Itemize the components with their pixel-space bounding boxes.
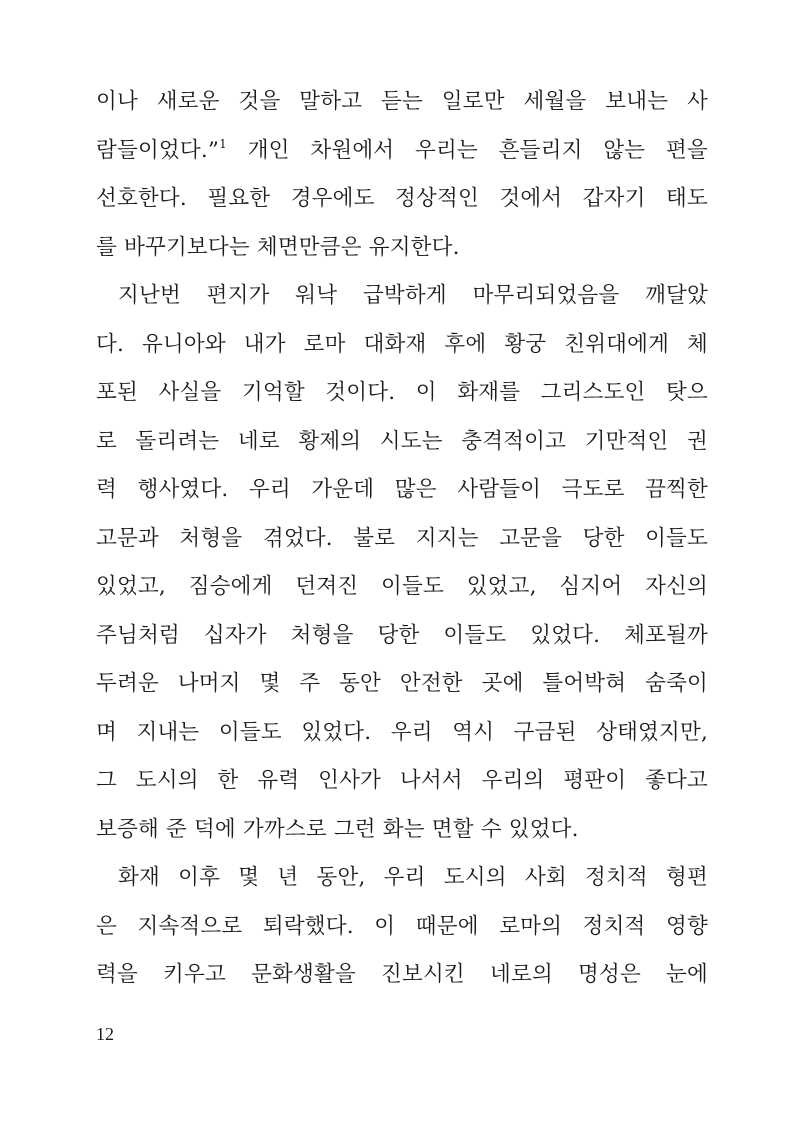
text-line-2	[96, 127, 708, 176]
text-line-6: 다. 유니아와 내가 로마 대화재 후에 황궁 친위대에게 체	[96, 331, 708, 357]
text-line-9: 력 행사였다. 우리 가운데 많은 사람들이 극도로 끔찍한	[96, 477, 708, 502]
text-line-5: 지난번 편지가 워낙 급박하게 마무리되었음을 깨달았	[118, 283, 708, 308]
text-line-8: 로 돌리려는 네로 황제의 시도는 충격적이고 기만적인 권	[96, 428, 708, 454]
text-line-19: 력을 키우고 문화생활을 진보시킨 네로의 명성은 눈에	[96, 962, 708, 987]
quote-end-text: 람들이었다.”	[96, 137, 220, 163]
text-line-12: 주님처럼 십자가 처형을 당한 이들도 있었다. 체포될까	[96, 622, 708, 648]
text-line-13: 두려운 나머지 몇 주 동안 안전한 곳에 틀어박혀 숨죽이	[96, 671, 708, 696]
body-text	[96, 78, 708, 1000]
text-line-3: 선호한다. 필요한 경우에도 정상적인 것에서 갑자기 태도	[96, 186, 708, 211]
text-line-11: 있었고, 짐승에게 던져진 이들도 있었고, 심지어 자신의	[96, 574, 708, 599]
text-line-18: 은 지속적으로 퇴락했다. 이 때문에 로마의 정치적 영향	[96, 913, 708, 939]
text-line-16: 보증해 준 덕에 가까스로 그런 화는 면할 수 있었다.	[96, 816, 579, 842]
text-line-17: 화재 이후 몇 년 동안, 우리 도시의 사회 정치적 형편	[118, 865, 708, 890]
line-2-continuation: 개인 차원에서 우리는 흔들리지 않는 편을	[247, 137, 708, 163]
text-line-14: 며 지내는 이들도 있었다. 우리 역시 구금된 상태였지만,	[96, 719, 708, 745]
footnote-marker[interactable]: 1	[219, 136, 227, 151]
page-number: 12	[96, 1024, 114, 1044]
text-line-4: 를 바꾸기보다는 체면만큼은 유지한다.	[96, 234, 460, 260]
text-line-7: 포된 사실을 기억할 것이다. 이 화재를 그리스도인 탓으	[96, 380, 708, 405]
text-line-10: 고문과 처형을 겪었다. 불로 지지는 고문을 당한 이들도	[96, 525, 708, 551]
text-line-15: 그 도시의 한 유력 인사가 나서서 우리의 평판이 좋다고	[96, 768, 708, 793]
text-line-1: 이나 새로운 것을 말하고 듣는 일로만 세월을 보내는 사	[96, 89, 708, 114]
